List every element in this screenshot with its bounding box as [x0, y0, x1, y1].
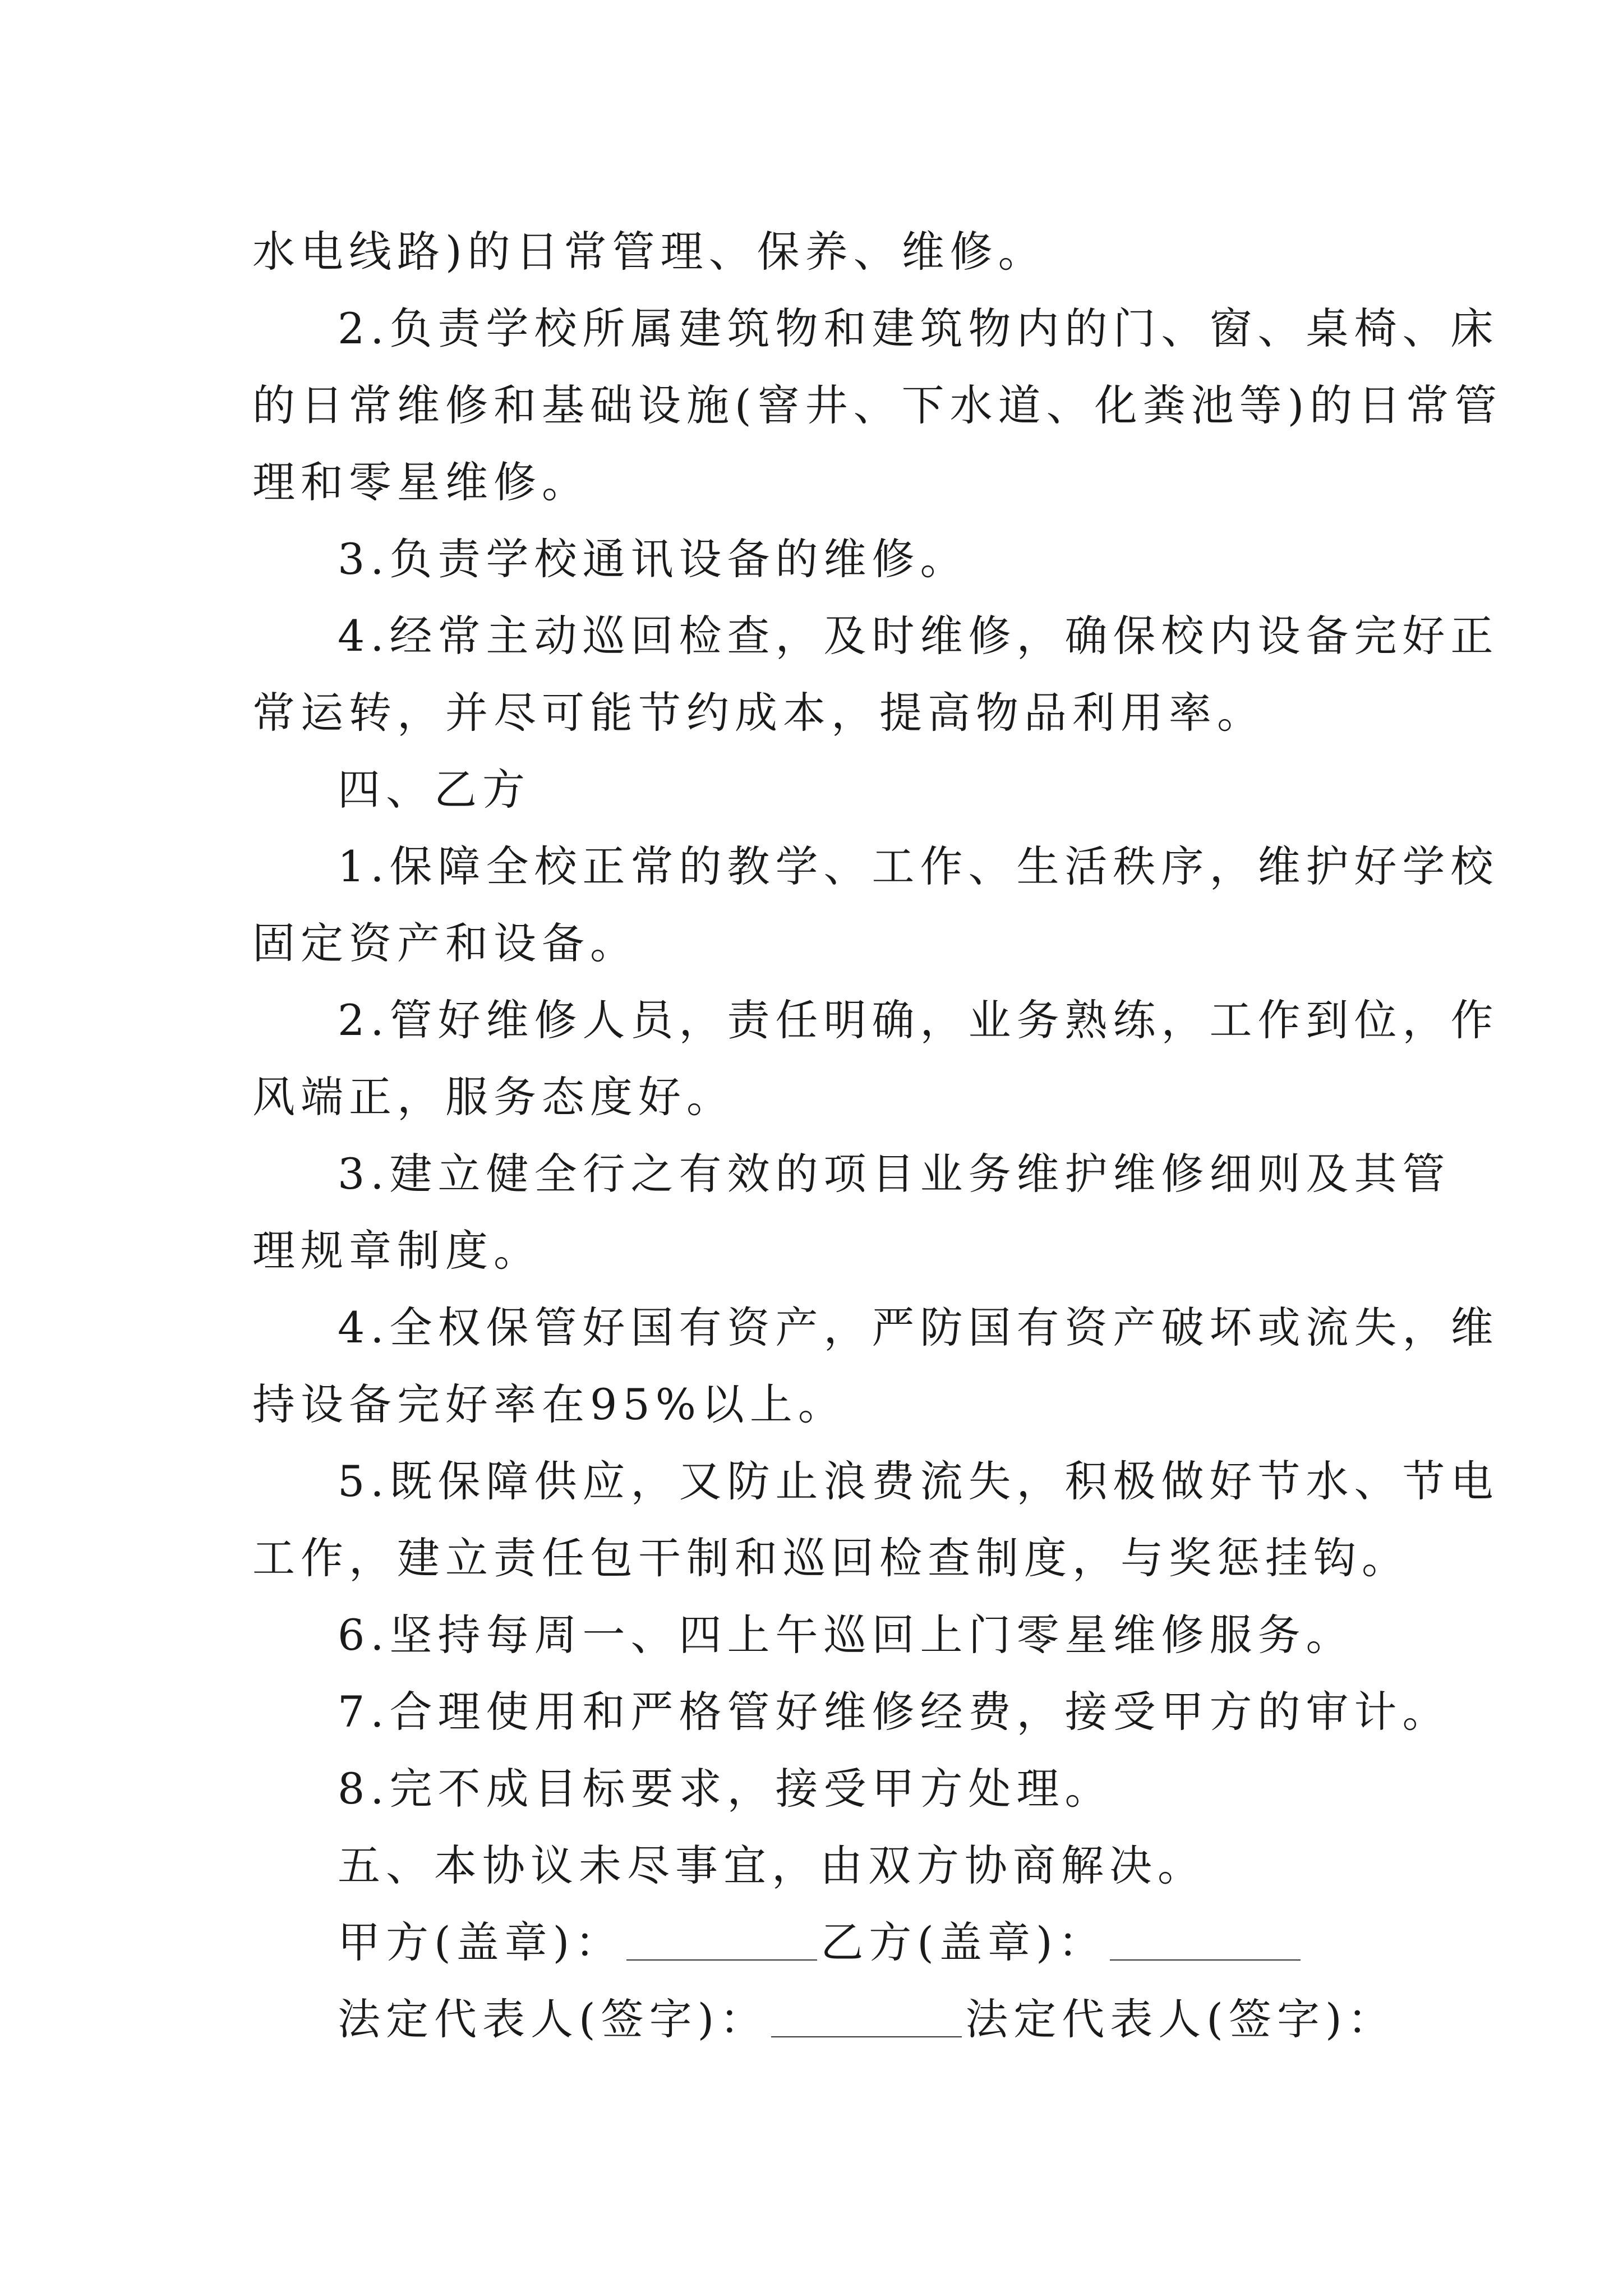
paragraph-line: 的日常维修和基础设施(窨井、下水道、化粪池等)的日常管: [252, 380, 1503, 430]
seal-line: [252, 1904, 1377, 1981]
paragraph-line: 3.负责学校通讯设备的维修。: [338, 534, 969, 584]
paragraph-line: 固定资产和设备。: [252, 918, 638, 968]
party-b-seal-blank[interactable]: [1110, 1926, 1301, 1961]
paragraph-line: 2.管好维修人员，责任明确，业务熟练，工作到位，作: [338, 995, 1499, 1045]
paragraph-line: 1.保障全校正常的教学、工作、生活秩序，维护好学校: [338, 841, 1499, 891]
paragraph-line: 理和零星维修。: [252, 457, 590, 507]
paragraph-line: 3.建立健全行之有效的项目业务维护维修细则及其管: [338, 1149, 1451, 1199]
paragraph-line: 2.负责学校所属建筑物和建筑物内的门、窗、桌椅、床: [338, 303, 1499, 353]
paragraph-line: 7.合理使用和严格管好维修经费，接受甲方的审计。: [338, 1687, 1451, 1737]
section-heading: 五、本协议未尽事宜，由双方协商解决。: [338, 1841, 1206, 1890]
party-b-seal-label: 乙方(盖章)：: [820, 1917, 1106, 1967]
paragraph-line: 5.既保障供应，又防止浪费流失，积极做好节水、节电: [338, 1456, 1499, 1506]
paragraph-line: 水电线路)的日常管理、保养、维修。: [252, 227, 1046, 277]
paragraph-line: 4.经常主动巡回检查，及时维修，确保校内设备完好正: [338, 611, 1499, 661]
paragraph-line: 4.全权保管好国有资产，严防国有资产破坏或流失，维: [338, 1303, 1499, 1352]
paragraph-line: 风端正，服务态度好。: [252, 1072, 735, 1122]
paragraph-line: 持设备完好率在95%以上。: [252, 1379, 846, 1429]
party-a-seal-label: 甲方(盖章)：: [338, 1917, 624, 1967]
section-heading: 四、乙方: [338, 765, 531, 815]
rep-a-signature-blank[interactable]: [771, 2003, 962, 2037]
signature-line: [252, 1981, 1396, 2058]
party-a-seal-blank[interactable]: [626, 1926, 817, 1961]
document-body: [252, 213, 1503, 2058]
paragraph-line: 理规章制度。: [252, 1226, 542, 1276]
rep-b-label: 法定代表人(签字)：: [965, 1994, 1396, 2044]
rep-a-label: 法定代表人(签字)：: [338, 1994, 768, 2044]
paragraph-line: 8.完不成目标要求，接受甲方处理。: [338, 1764, 1113, 1814]
paragraph-line: 工作，建立责任包干制和巡回检查制度，与奖惩挂钩。: [252, 1533, 1410, 1583]
paragraph-line: 常运转，并尽可能节约成本，提高物品利用率。: [252, 688, 1265, 738]
paragraph-line: 6.坚持每周一、四上午巡回上门零星维修服务。: [338, 1610, 1354, 1660]
